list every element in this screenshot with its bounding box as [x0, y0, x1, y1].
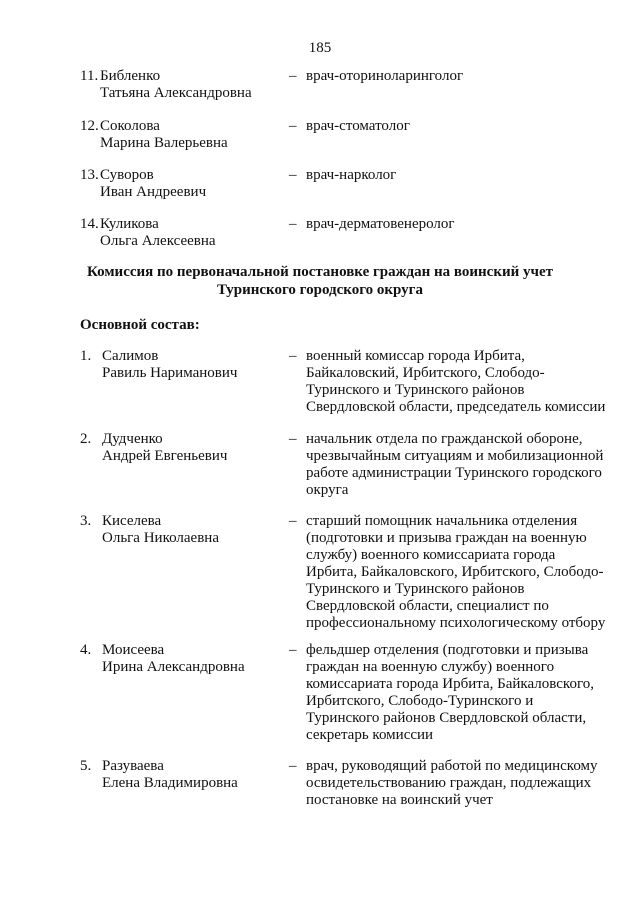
dash: –: [289, 513, 297, 529]
surname: Библенко: [100, 68, 161, 84]
surname: Моисеева: [102, 642, 165, 658]
list-item: [80, 348, 620, 418]
given-names: Ирина Александровна: [102, 659, 245, 675]
role-text: врач-оториноларинголог: [306, 68, 464, 84]
heading-line-2: Туринского городского округа: [216, 282, 423, 298]
dash: –: [289, 642, 297, 658]
person-name: [102, 758, 238, 792]
role-text: врач, руководящий работой по медицинскому освидетельствованию граждан, подлежащих постановке на воинский учет: [306, 758, 598, 808]
role-text: врач-дерматовенеролог: [306, 216, 455, 232]
person-name: [100, 167, 206, 201]
role-text: начальник отдела по гражданской обороне, чрезвычайным ситуациям и мобилизационной работе администрации Туринского городского округа: [306, 431, 604, 498]
given-names: Иван Андреевич: [100, 184, 207, 200]
page-number: 185: [308, 40, 332, 56]
dash: –: [289, 758, 297, 774]
list-item: [80, 118, 620, 154]
surname: Салимов: [102, 348, 159, 364]
person-name: [102, 348, 237, 382]
item-number: 13.: [80, 167, 99, 183]
given-names: Ольга Алексеевна: [100, 233, 216, 249]
dash: –: [289, 431, 297, 447]
surname: Киселева: [102, 513, 162, 529]
surname: Соколова: [100, 118, 160, 134]
given-names: Равиль Нариманович: [102, 365, 238, 381]
commission-heading: [60, 263, 580, 299]
list-item: [80, 216, 620, 252]
item-number: 5.: [80, 758, 92, 774]
surname: Суворов: [100, 167, 154, 183]
item-number: 12.: [80, 118, 99, 134]
list-item: [80, 513, 620, 631]
person-name: [100, 118, 228, 152]
list-item: [80, 167, 620, 203]
role-text: врач-стоматолог: [306, 118, 410, 134]
item-number: 1.: [80, 348, 92, 364]
surname: Куликова: [100, 216, 159, 232]
item-number: 2.: [80, 431, 92, 447]
dash: –: [289, 68, 297, 84]
role-text: военный комиссар города Ирбита, Байкаловский, Ирбитского, Слободо-Туринского и Туринского районов Свердловской области, председатель комиссии: [306, 348, 606, 415]
list-item: [80, 758, 620, 818]
dash: –: [289, 348, 297, 364]
item-number: 11.: [80, 68, 99, 84]
list-item: [80, 431, 620, 501]
person-name: [100, 216, 216, 250]
item-number: 3.: [80, 513, 92, 529]
role-text: старший помощник начальника отделения (подготовки и призыва граждан на военную службу) военного комиссариата города Ирбита, Байкаловского, Ирбитского, Слободо-Туринского и Туринского районов Свердловской области, специалист по профессиональному психологическому отбору: [306, 513, 606, 631]
given-names: Татьяна Александровна: [100, 85, 252, 101]
surname: Дудченко: [102, 431, 163, 447]
person-name: [100, 68, 252, 102]
section-subheading: Основной состав:: [80, 317, 200, 333]
person-name: [102, 642, 245, 676]
given-names: Андрей Евгеньевич: [102, 448, 228, 464]
dash: –: [289, 216, 297, 232]
item-number: 4.: [80, 642, 92, 658]
item-number: 14.: [80, 216, 99, 232]
role-text: врач-нарколог: [306, 167, 397, 183]
dash: –: [289, 118, 297, 134]
given-names: Марина Валерьевна: [100, 135, 228, 151]
list-item: [80, 642, 620, 742]
person-name: [102, 431, 227, 465]
heading-line-1: Комиссия по первоначальной постановке граждан на воинский учет: [87, 264, 553, 280]
surname: Разуваева: [102, 758, 164, 774]
person-name: [102, 513, 219, 547]
dash: –: [289, 167, 297, 183]
given-names: Елена Владимировна: [102, 775, 238, 791]
list-item: [80, 68, 620, 104]
given-names: Ольга Николаевна: [102, 530, 219, 546]
role-text: фельдшер отделения (подготовки и призыва граждан на военную службу) военного комиссариата города Ирбита, Байкаловского, Ирбитского, Слободо-Туринского и Туринского районов Свердловской области, секретарь комиссии: [306, 642, 594, 743]
